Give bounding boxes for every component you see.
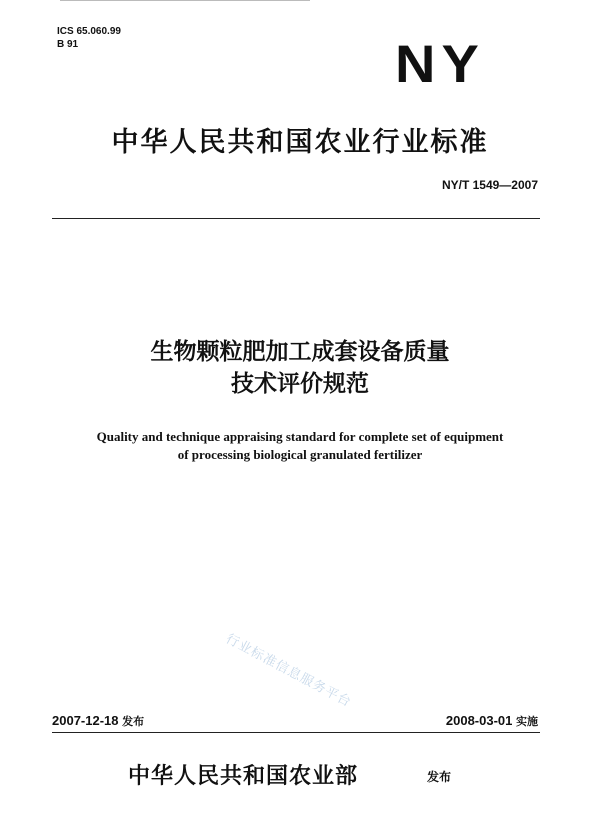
- footer-divider: [52, 732, 540, 733]
- scan-edge-line: [60, 0, 310, 1]
- publisher-suffix: 发布: [427, 770, 452, 784]
- chinese-title: [0, 336, 600, 400]
- implementation-date: [446, 713, 538, 729]
- watermark: 行业标准信息服务平台: [223, 631, 354, 711]
- implementation-date-label: 实施: [516, 715, 538, 728]
- issuing-authority-title: 中华人民共和国农业行业标准: [111, 127, 489, 158]
- implementation-date-value: 2008-03-01: [445, 713, 513, 728]
- chinese-title-line-2: 技术评价规范: [231, 371, 369, 397]
- classification-codes: [57, 25, 121, 51]
- english-title: [0, 428, 600, 464]
- ny-logo: NY: [395, 33, 485, 94]
- english-title-line-1: Quality and technique appraising standard for complete set of equipment: [96, 429, 504, 444]
- publish-date-label: 发布: [122, 715, 145, 728]
- chinese-title-line-1: 生物颗粒肥加工成套设备质量: [150, 339, 450, 365]
- publish-date: [52, 713, 144, 729]
- ccs-code: B 91: [57, 39, 79, 50]
- english-title-line-2: of processing biological granulated fertilizer: [177, 447, 423, 462]
- publish-date-value: 2007-12-18: [52, 713, 119, 728]
- publisher-name: 中华人民共和国农业部: [128, 764, 359, 789]
- ics-code: ICS 65.060.99: [57, 26, 121, 37]
- header-divider: [52, 218, 540, 219]
- standard-number: NY/T 1549—2007: [441, 178, 538, 192]
